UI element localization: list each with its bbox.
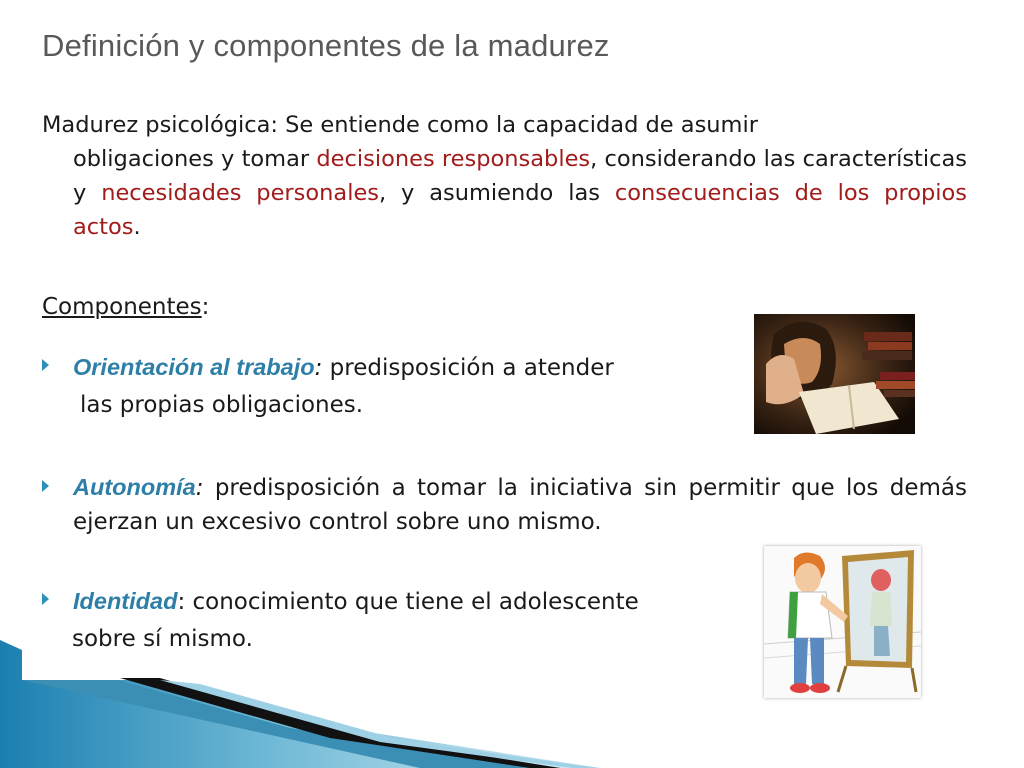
bullet-identidad: Identidad: conocimiento que tiene el adolescente [42, 584, 762, 618]
bullet-orientacion: Orientación al trabajo: predisposición a atender [42, 350, 742, 384]
bullet-arrow-icon [42, 359, 49, 371]
bullet-arrow-icon [42, 480, 49, 492]
bullet-term: Identidad [73, 588, 178, 614]
bullet-autonomia: Autonomía: predisposición a tomar la iniciativa sin permitir que los demás ejerzan un excesivo control sobre uno mismo. [42, 470, 967, 539]
bullet-continuation: sobre sí mismo. [72, 626, 253, 652]
definition-paragraph: Madurez psicológica: Se entiende como la capacidad de asumir obligaciones y tomar decisiones responsables, considerando las características y necesidades personales, y asumiendo las consecuencias de los propios actos. [42, 112, 968, 240]
studying-student-photo [754, 314, 915, 434]
bullet-continuation: las propias obligaciones. [80, 392, 364, 418]
bullet-term: Autonomía [73, 474, 196, 500]
bullet-term: Orientación al trabajo [73, 354, 315, 380]
highlight-decisiones: decisiones responsables [316, 146, 591, 172]
highlight-consecuencias: consecuencias de los propios actos [73, 180, 968, 240]
slide-title: Definición y componentes de la madurez [42, 28, 610, 63]
components-heading: Componentes: [42, 294, 210, 320]
decorative-swoosh [0, 640, 1024, 768]
bullet-arrow-icon [42, 593, 49, 605]
definition-term: Madurez psicológica: [42, 112, 278, 138]
highlight-necesidades: necesidades personales [101, 180, 380, 206]
